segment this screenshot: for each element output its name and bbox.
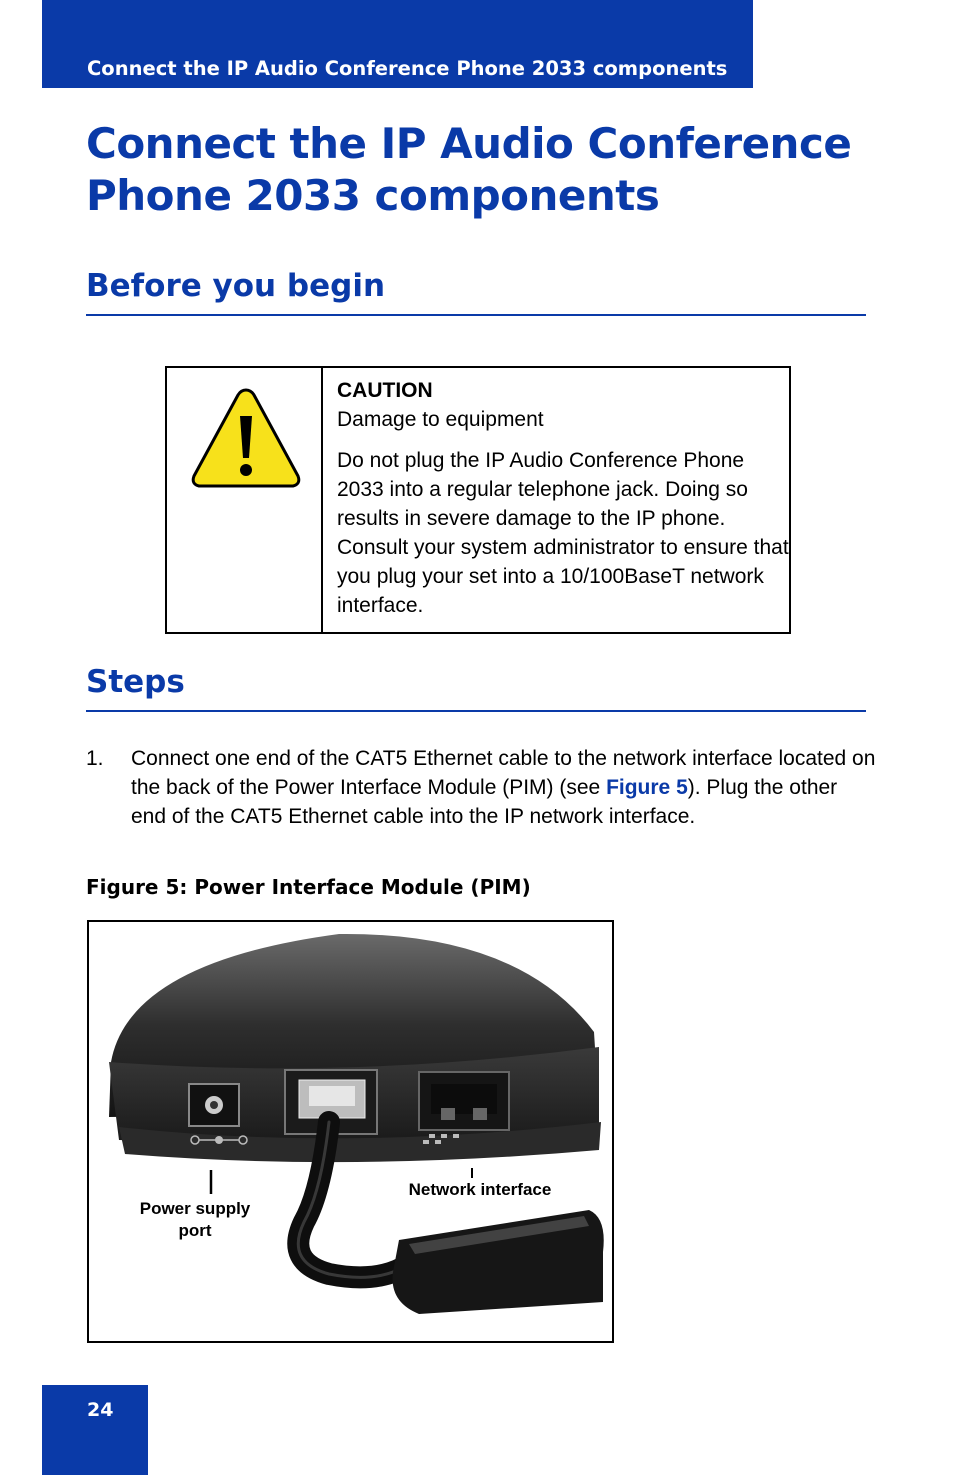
page-title [86, 118, 886, 222]
label-network-interface: Network interface [408, 1180, 552, 1199]
caution-icon-cell [167, 368, 323, 632]
section-heading-before-you-begin: Before you begin [86, 268, 866, 316]
header-bar [42, 0, 753, 88]
figure-caption: Figure 5: Power Interface Module (PIM) [86, 875, 531, 899]
step-text-after: ). Plug the other end of the CAT5 Ethernet cable into the IP network interface. [131, 776, 838, 828]
warning-icon [191, 384, 301, 494]
label-power-supply-port [115, 1198, 275, 1242]
page-title-line1: Connect the IP Audio Conference [86, 119, 852, 168]
section-heading-steps: Steps [86, 664, 866, 712]
caution-body: Do not plug the IP Audio Conference Phone 2033 into a regular telephone jack. Doing so results in severe damage to the IP phone. Consult your system administrator to ensure that you plug your set into a 10/100BaseT network interface. [337, 449, 789, 617]
step-1 [86, 744, 876, 831]
step-text [131, 744, 876, 831]
page-number: 24 [87, 1399, 114, 1421]
caution-subheading: Damage to equipment [337, 408, 544, 431]
caution-text [323, 368, 789, 632]
step-number: 1. [86, 747, 104, 770]
caution-box [165, 366, 791, 634]
figure-5-link[interactable]: Figure 5 [606, 776, 688, 799]
step-text-before: Connect one end of the CAT5 Ethernet cable to the network interface located on the back of the Power Interface Module (PIM) (see [131, 747, 876, 799]
label-power-line1: Power supply [139, 1199, 251, 1218]
page-title-line2: Phone 2033 components [86, 171, 660, 220]
running-title: Connect the IP Audio Conference Phone 2033 components [87, 57, 728, 80]
caution-heading: CAUTION [337, 379, 433, 402]
page-number-box [42, 1385, 148, 1475]
label-power-line2: port [178, 1221, 212, 1240]
pim-device-illustration [89, 922, 612, 1341]
figure-pim-image [87, 920, 614, 1343]
